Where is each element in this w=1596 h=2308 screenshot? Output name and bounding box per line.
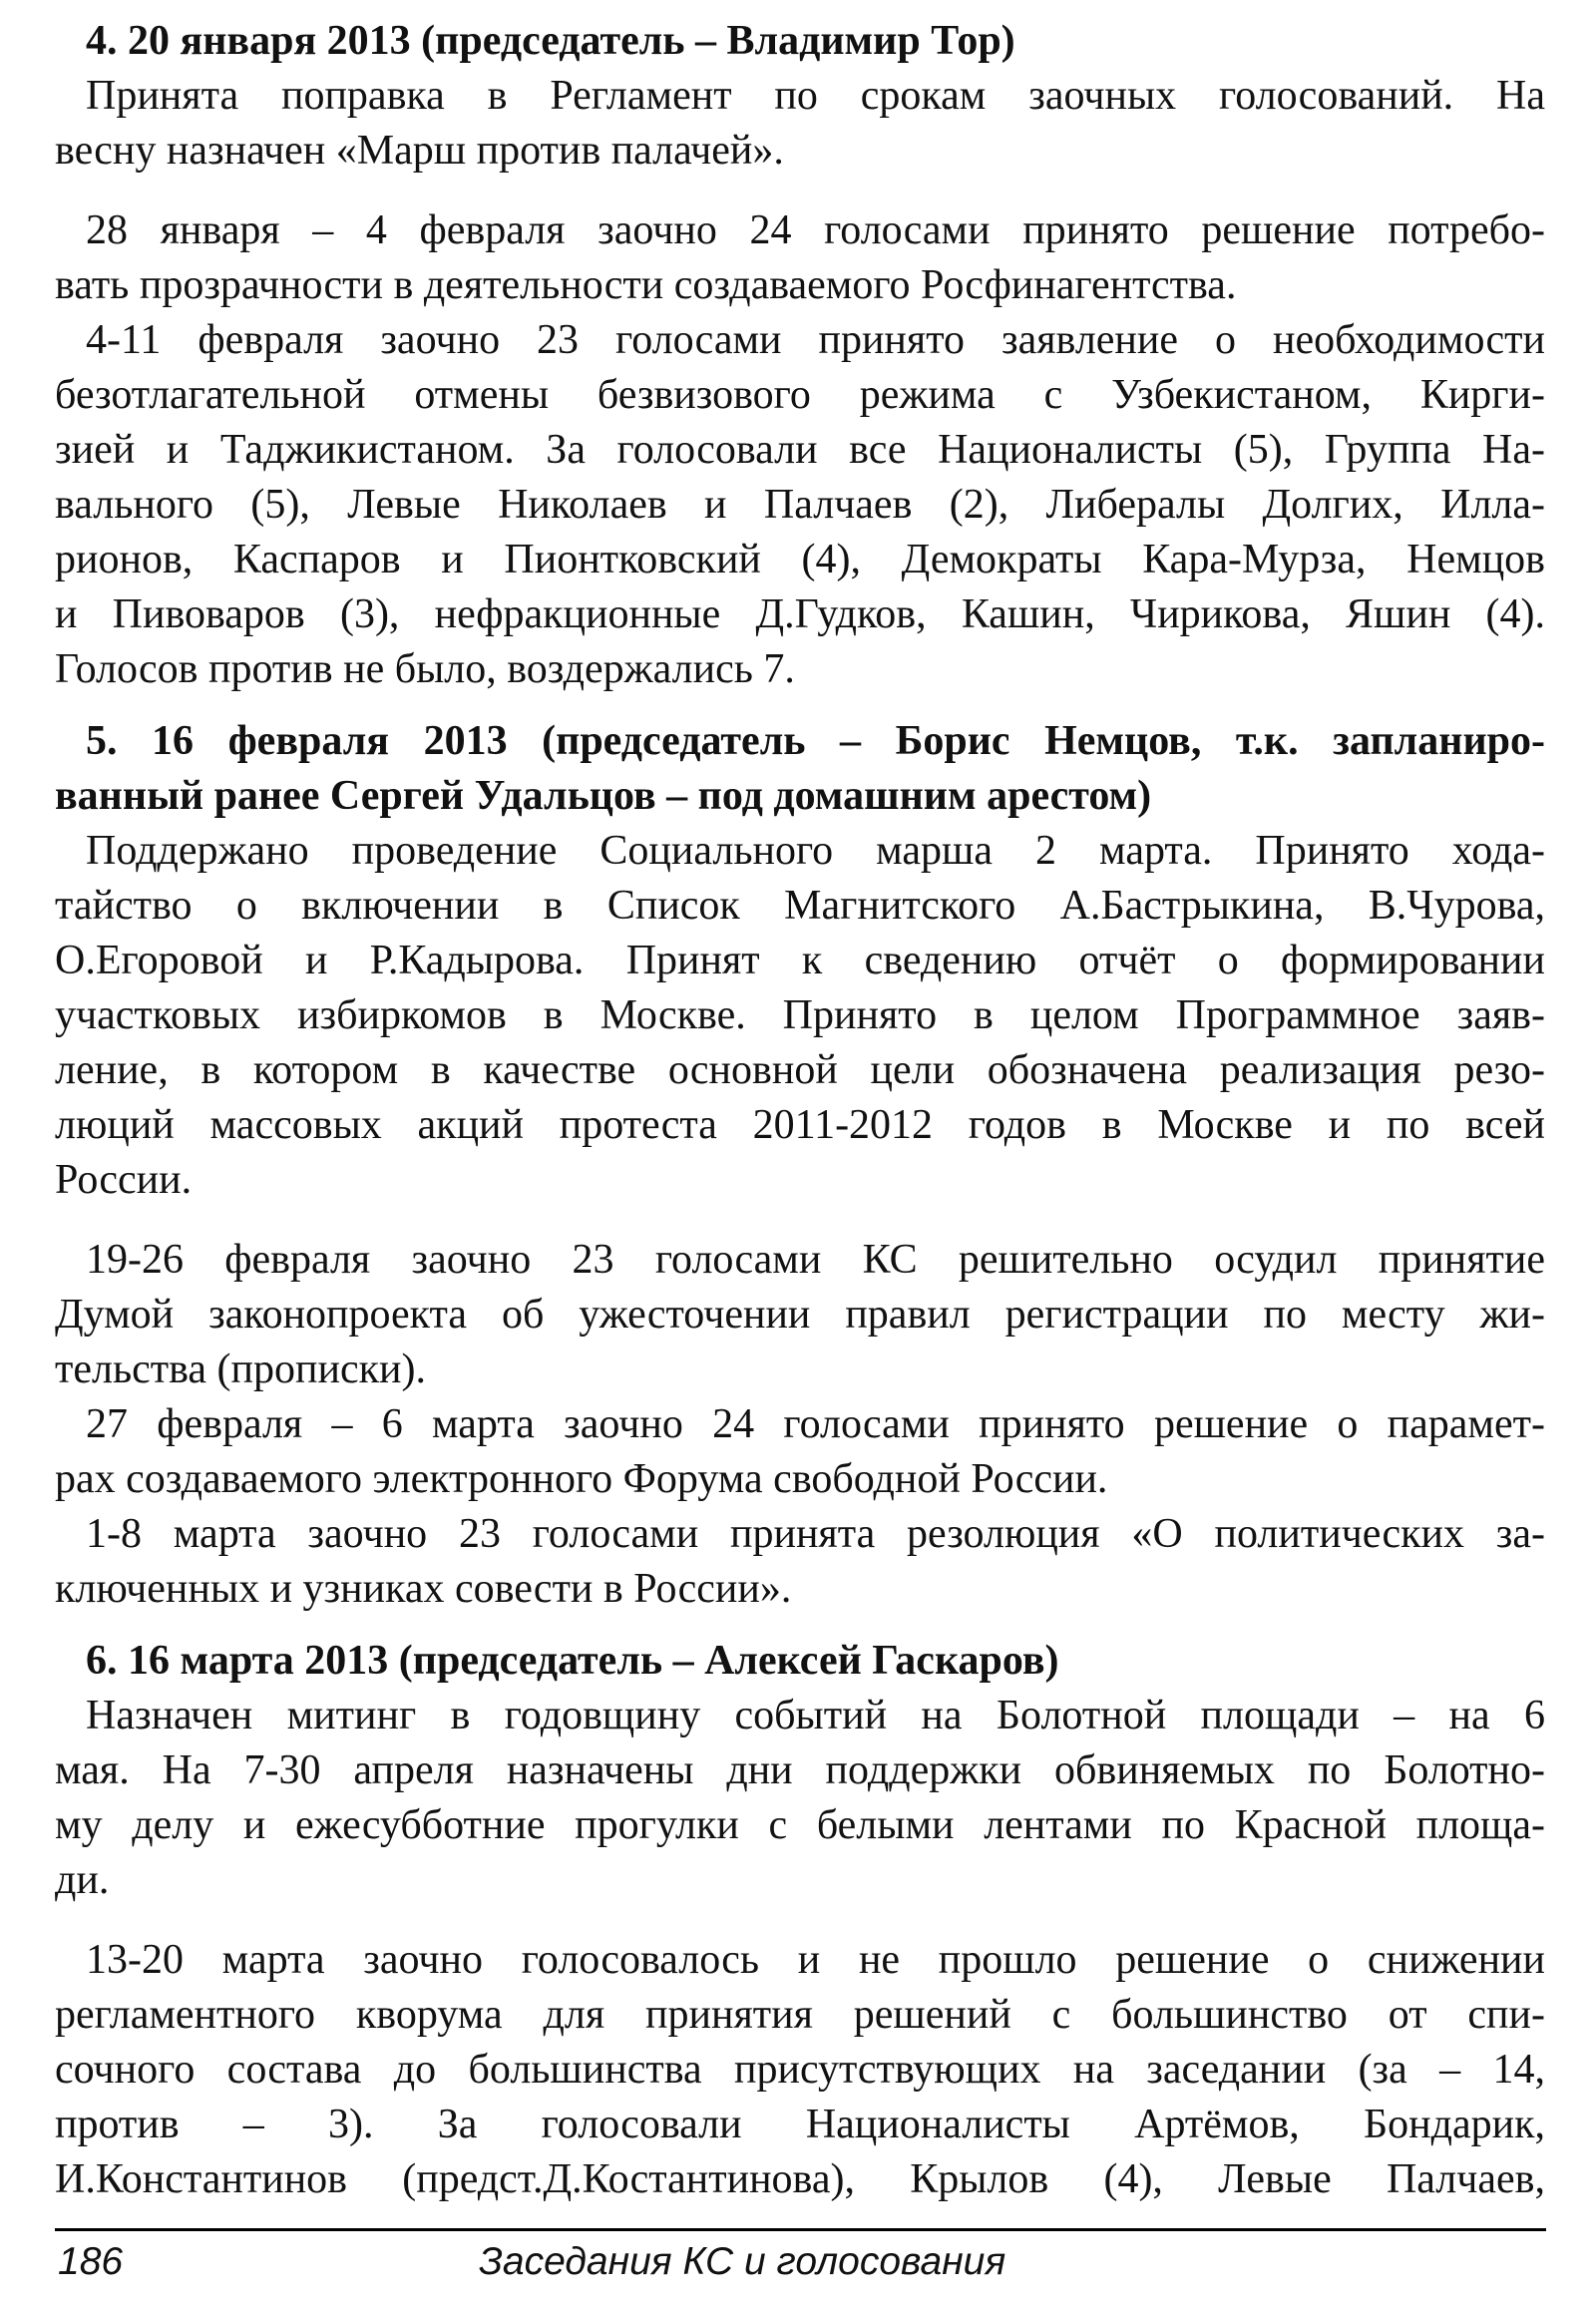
text-line: вать прозрачности в деятельности создаваемого Росфинагентства. [55, 262, 1237, 308]
section-heading [55, 714, 1545, 824]
paragraph [55, 1933, 1545, 2207]
text-line: 19-26 февраля заочно 23 голосами КС решительно осудил принятие [86, 1237, 1545, 1283]
paragraph [55, 1233, 1545, 1397]
paragraph [55, 69, 1545, 179]
text-line: и Пивоваров (3), нефракционные Д.Гудков, Кашин, Чирикова, Яшин (4). [55, 591, 1545, 637]
text-line: 1-8 марта заочно 23 голосами принята резолюция «О политических за- [86, 1511, 1545, 1557]
paragraph [55, 1397, 1545, 1507]
text-line: 4-11 февраля заочно 23 голосами принято заявление о необходимости [86, 317, 1545, 363]
text-line: участковых избиркомов в Москве. Принято в целом Программное заяв- [55, 992, 1545, 1038]
text-line: 13-20 марта заочно голосовалось и не прошло решение о снижении [86, 1937, 1545, 1983]
text-line: люций массовых акций протеста 2011-2012 годов в Москве и по всей [55, 1102, 1545, 1148]
text-line: рах создаваемого электронного Форума свободной России. [55, 1456, 1108, 1502]
text-line: безотлагательной отмены безвизового режима с Узбекистаном, Кирги- [55, 372, 1545, 418]
text-line: Принята поправка в Регламент по срокам заочных голосований. На [86, 73, 1545, 119]
section-heading [55, 1634, 1545, 1689]
footer-rule [55, 2228, 1546, 2231]
paragraph [55, 1689, 1545, 1908]
text-line: Голосов против не было, воздержались 7. [55, 646, 795, 692]
text-line: весну назначен «Марш против палачей». [55, 128, 784, 174]
text-line: ление, в котором в качестве основной цели обозначена реализация резо- [55, 1047, 1545, 1093]
paragraph [55, 1507, 1545, 1617]
running-title: Заседания КС и голосования [479, 2240, 1006, 2283]
text-line: ди. [55, 1857, 110, 1903]
text-line: вального (5), Левые Николаев и Палчаев (2), Либералы Долгих, Илла- [55, 482, 1545, 528]
text-line: 6. 16 марта 2013 (председатель – Алексей Гаскаров) [86, 1638, 1059, 1684]
text-line: Назначен митинг в годовщину событий на Болотной площади – на 6 [86, 1693, 1545, 1738]
paragraph [55, 824, 1545, 1208]
text-line: тайство о включении в Список Магнитского А.Бастрыкина, В.Чурова, [55, 883, 1545, 929]
page-number: 186 [58, 2240, 124, 2283]
text-line: Думой законопроекта об ужесточении правил регистрации по месту жи- [55, 1292, 1545, 1338]
paragraph [55, 203, 1545, 313]
text-line: 28 января – 4 февраля заочно 24 голосами принято решение потребо- [86, 207, 1545, 253]
text-line: И.Константинов (предст.Д.Костантинова), Крылов (4), Левые Палчаев, [55, 2156, 1545, 2202]
text-line: ванный ранее Сергей Удальцов – под домашним арестом) [55, 773, 1152, 819]
text-line: тельства (прописки). [55, 1346, 426, 1392]
text-line: рионов, Каспаров и Пионтковский (4), Демократы Кара-Мурза, Немцов [55, 537, 1545, 582]
text-line: ключенных и узниках совести в России». [55, 1566, 792, 1612]
page-body [55, 14, 1545, 2207]
text-line: О.Егоровой и Р.Кадырова. Принят к сведению отчёт о формировании [55, 938, 1545, 983]
text-line: му делу и ежесубботние прогулки с белыми лентами по Красной площа- [55, 1802, 1545, 1848]
text-line: мая. На 7-30 апреля назначены дни поддержки обвиняемых по Болотно- [55, 1747, 1545, 1793]
text-line: сочного состава до большинства присутствующих на заседании (за – 14, [55, 2047, 1545, 2093]
paragraph [55, 313, 1545, 697]
text-line: 27 февраля – 6 марта заочно 24 голосами принято решение о парамет- [86, 1401, 1545, 1447]
text-line: России. [55, 1157, 193, 1203]
text-line: 4. 20 января 2013 (председатель – Владимир Тор) [86, 18, 1015, 64]
text-line: регламентного кворума для принятия решений с большинство от спи- [55, 1992, 1545, 2038]
text-line: 5. 16 февраля 2013 (председатель – Борис Немцов, т.к. запланиро- [86, 718, 1545, 764]
section-heading [55, 14, 1545, 69]
text-line: зией и Таджикистаном. За голосовали все Националисты (5), Группа На- [55, 427, 1545, 473]
text-line: против – 3). За голосовали Националисты Артёмов, Бондарик, [55, 2102, 1545, 2147]
text-line: Поддержано проведение Социального марша 2 марта. Принято хода- [86, 828, 1545, 874]
